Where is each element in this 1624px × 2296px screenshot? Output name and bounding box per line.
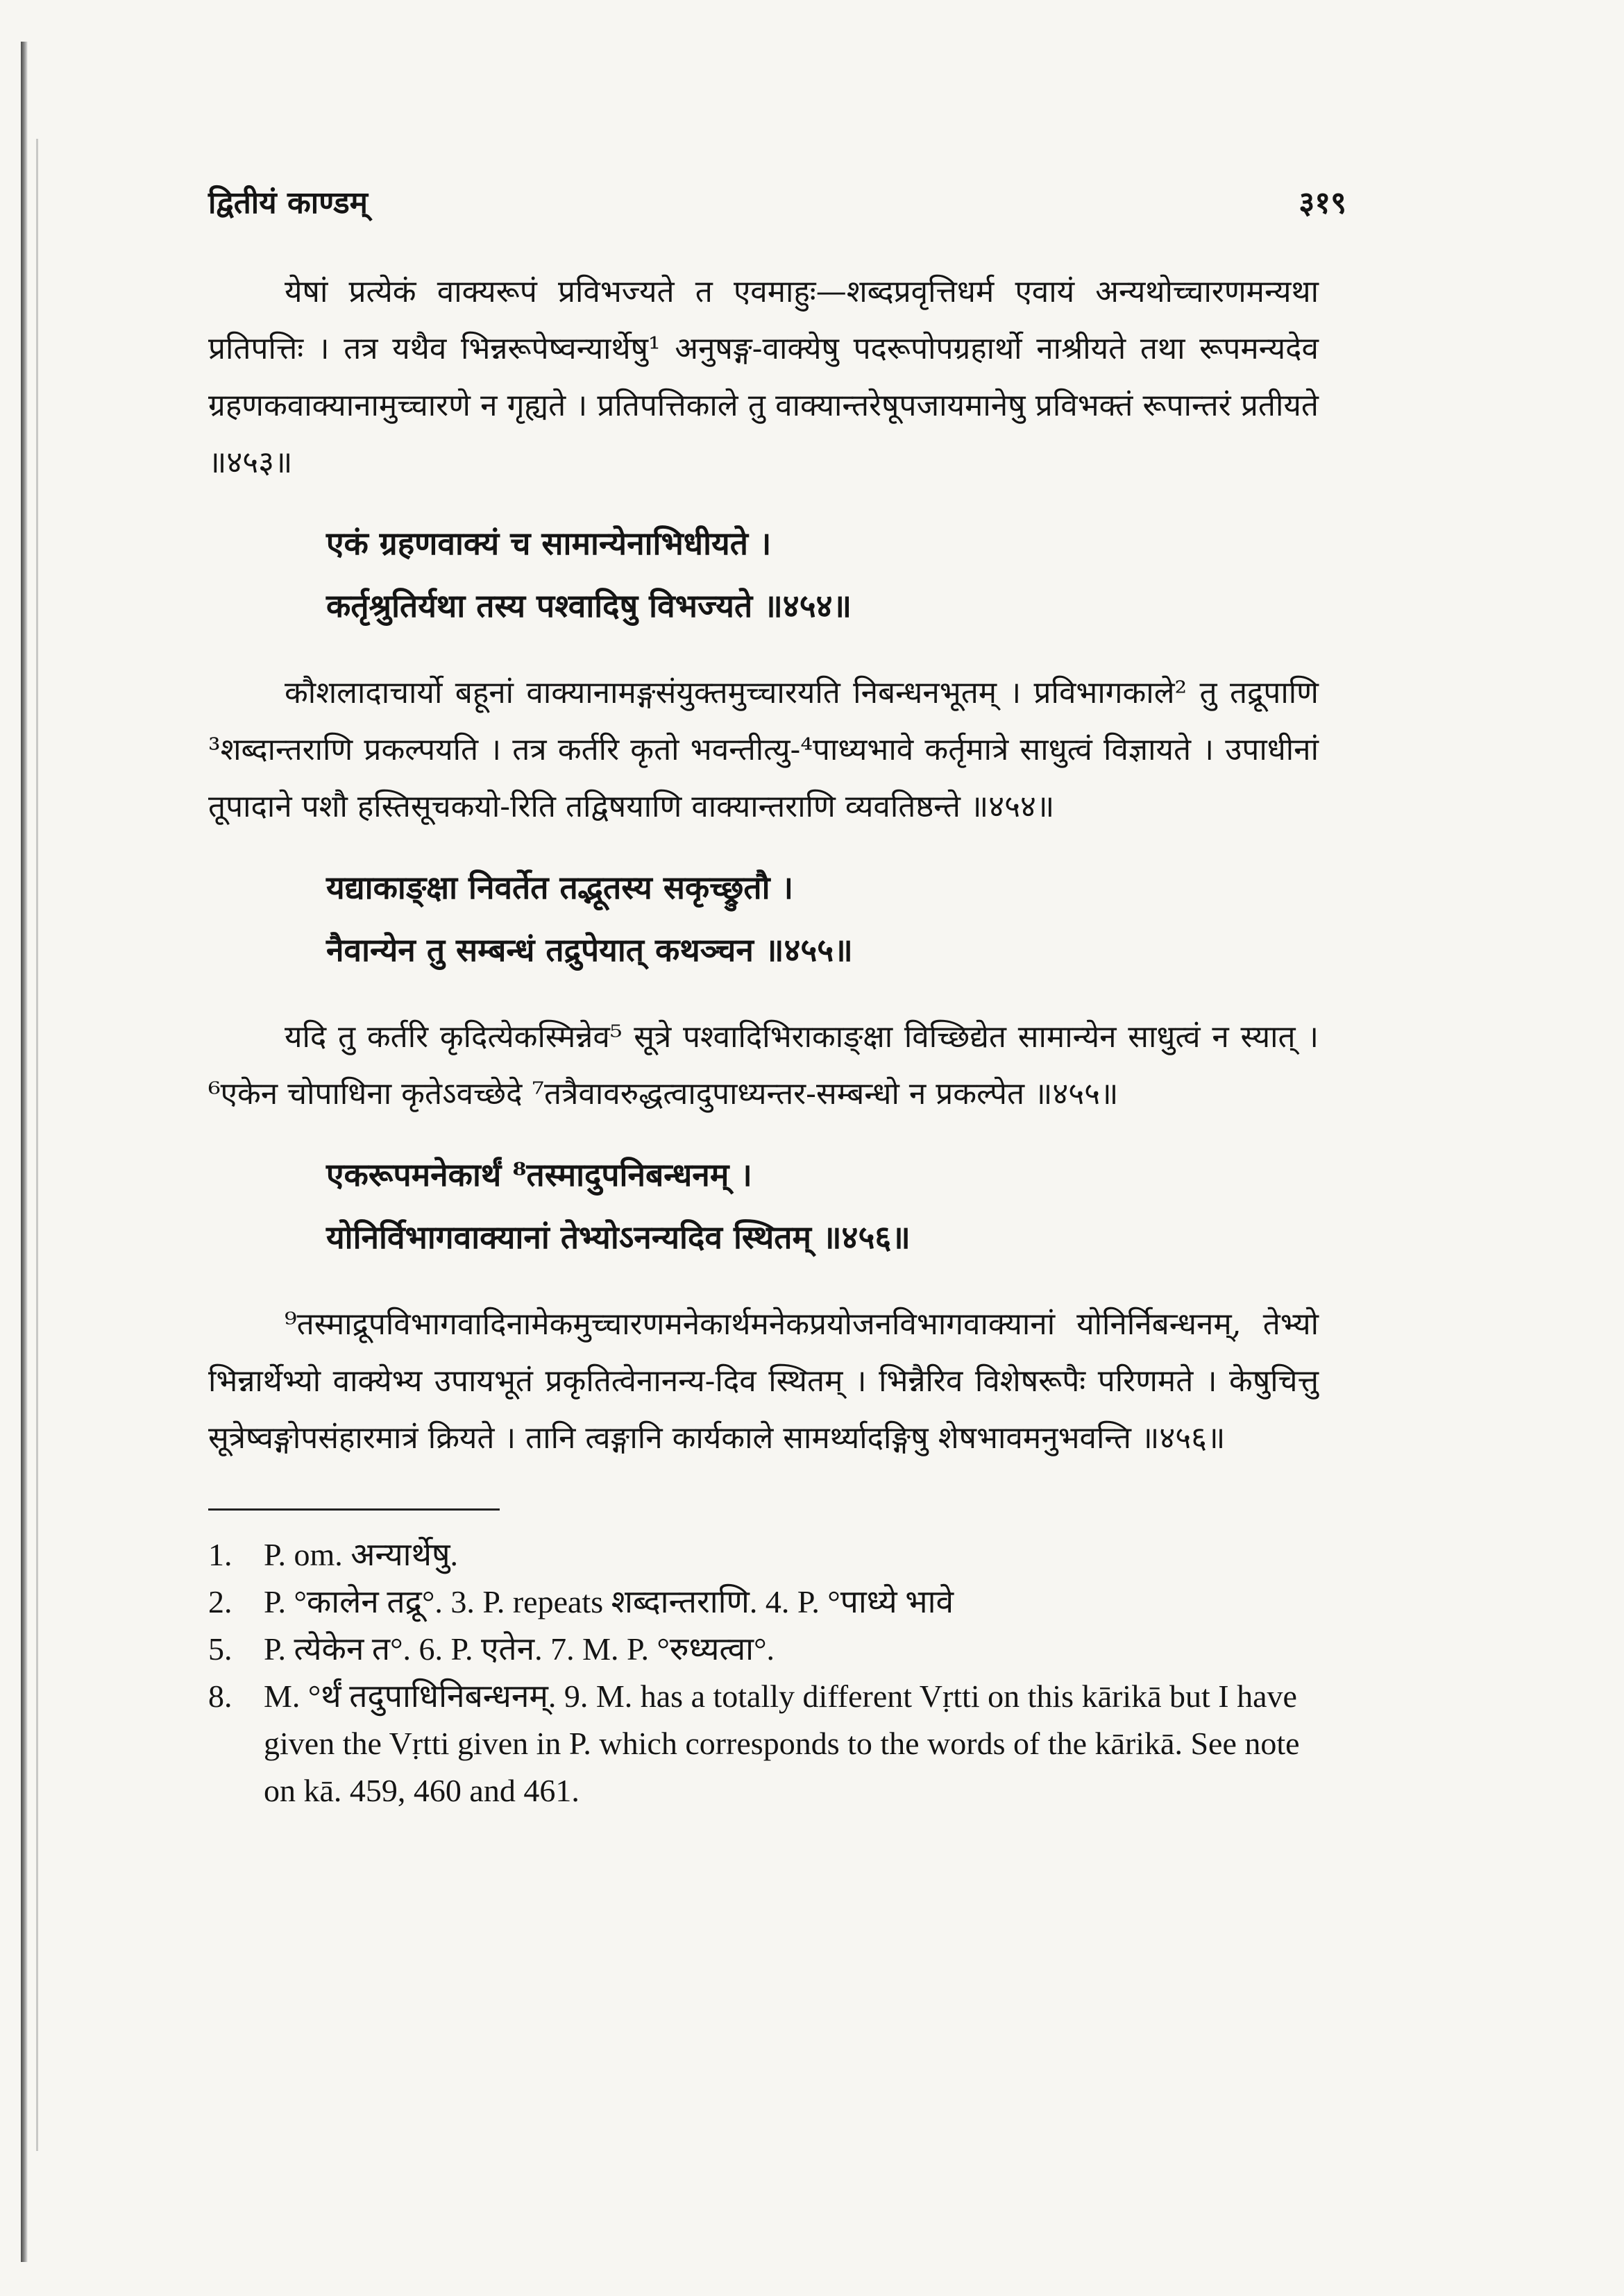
page-number: ३१९: [1299, 185, 1346, 221]
verse-line: कर्तृश्रुतिर्यथा तस्य पश्वादिषु विभज्यते ॥४५४॥: [326, 587, 852, 624]
footnote-divider: [208, 1508, 500, 1511]
footnote-number: 8.: [208, 1678, 232, 1714]
commentary-paragraph-456: ⁹तस्माद्रूपविभागवादिनामेकमुच्चारणमनेकार्थमनेकप्रयोजनविभागवाक्यानां योनिर्निबन्धनम्, तेभ्यो भिन्नार्थेभ्यो वाक्येभ्य उपायभूतं प्रकृतित्वेनानन्य-दिव स्थितम् । भिन्नैरिव विशेषरूपैः परिणमते । केषुचित्तु सूत्रेष्वङ्गोपसंहारमात्रं क्रियते । तानि त्वङ्गानि कार्यकाले सामर्थ्यादङ्गिषु शेषभावमनुभवन्ति ॥४५६॥: [208, 1307, 1319, 1456]
verse-455: [326, 856, 1319, 981]
commentary-paragraph-453: येषां प्रत्येकं वाक्यरूपं प्रविभज्यते त एवमाहुः—शब्दप्रवृत्तिधर्म एवायं अन्यथोच्चारणमन्यथा प्रतिपत्तिः । तत्र यथैव भिन्नरूपेष्वन्यार्थेषु¹ अनुषङ्ग-वाक्येषु पदरूपोपग्रहार्थो नाश्रीयते तथा रूपमन्यदेव ग्रहणकवाक्यानामुच्चारणे न गृह्यते । प्रतिपत्तिकाले तु वाक्यान्तरेषूपजायमानेषु प्रविभक्तं रूपान्तरं प्रतीयते ॥४५३॥: [208, 274, 1319, 480]
footnote-item: [208, 1579, 1319, 1626]
footnotes: [208, 1531, 1319, 1814]
page-header: [208, 180, 1346, 236]
footnote-text: M. °र्थं तदुपाधिनिबन्धनम्. 9. M. has a totally different Vṛtti on this kārikā but I have given the Vṛtti given in P. which corresponds to the words of the kārikā. See note on kā. 459, 460 and 461.: [264, 1678, 1300, 1808]
footnote-item: [208, 1673, 1319, 1814]
book-binding-shadow: [36, 139, 38, 2151]
footnote-number: 5.: [208, 1631, 232, 1667]
page-content: [208, 180, 1346, 1814]
footnote-item: [208, 1531, 1319, 1579]
footnote-text: P. °कालेन तद्रू°. 3. P. repeats शब्दान्तराणि. 4. P. °पाध्ये भावे: [264, 1584, 954, 1619]
verse-456: [326, 1143, 1319, 1268]
running-head: द्वितीयं काण्डम्: [208, 185, 368, 221]
book-binding-edge: [21, 42, 28, 2262]
verse-line: यद्याकाङ्क्षा निवर्तेत तद्भूतस्य सकृच्छ्रुतौ ।: [326, 869, 794, 906]
verse-454: [326, 512, 1319, 637]
commentary-paragraph-455: यदि तु कर्तरि कृदित्येकस्मिन्नेव⁵ सूत्रे पश्वादिभिराकाङ्क्षा विच्छिद्येत सामान्येन साधुत्वं न स्यात् ।⁶एकेन चोपाधिना कृतेऽवच्छेदे ⁷तत्रैवावरुद्धत्वादुपाध्यन्तर-सम्बन्धो न प्रकल्पेत ॥४५५॥: [208, 1019, 1319, 1112]
footnote-number: 2.: [208, 1584, 232, 1619]
verse-line: नैवान्येन तु सम्बन्धं तद्रुपेयात् कथञ्चन ॥४५५॥: [326, 931, 853, 969]
footnote-item: [208, 1626, 1319, 1673]
commentary-paragraph-454: कौशलादाचार्यो बहूनां वाक्यानामङ्गसंयुक्तमुच्चारयति निबन्धनभूतम् । प्रविभागकाले² तु तद्रूपाणि ³शब्दान्तराणि प्रकल्पयति । तत्र कर्तरि कृतो भवन्तीत्यु-⁴पाध्यभावे कर्तृमात्रे साधुत्वं विज्ञायते । उपाधीनां तूपादाने पशौ हस्तिसूचकयो-रिति तद्विषयाणि वाक्यान्तराणि व्यवतिष्ठन्ते ॥४५४॥: [208, 675, 1319, 824]
verse-line: एकं ग्रहणवाक्यं च सामान्येनाभिधीयते ।: [326, 525, 772, 562]
footnote-number: 1.: [208, 1537, 232, 1572]
footnote-text: P. त्येकेन त°. 6. P. एतेन. 7. M. P. °रुध्यत्वा°.: [264, 1631, 775, 1667]
footnote-text: P. om. अन्यार्थेषु.: [264, 1537, 459, 1572]
verse-line: एकरूपमनेकार्थं ⁸तस्मादुपनिबन्धनम् ।: [326, 1156, 752, 1193]
verse-line: योनिर्विभागवाक्यानां तेभ्योऽनन्यदिव स्थितम् ॥४५६॥: [326, 1218, 911, 1256]
